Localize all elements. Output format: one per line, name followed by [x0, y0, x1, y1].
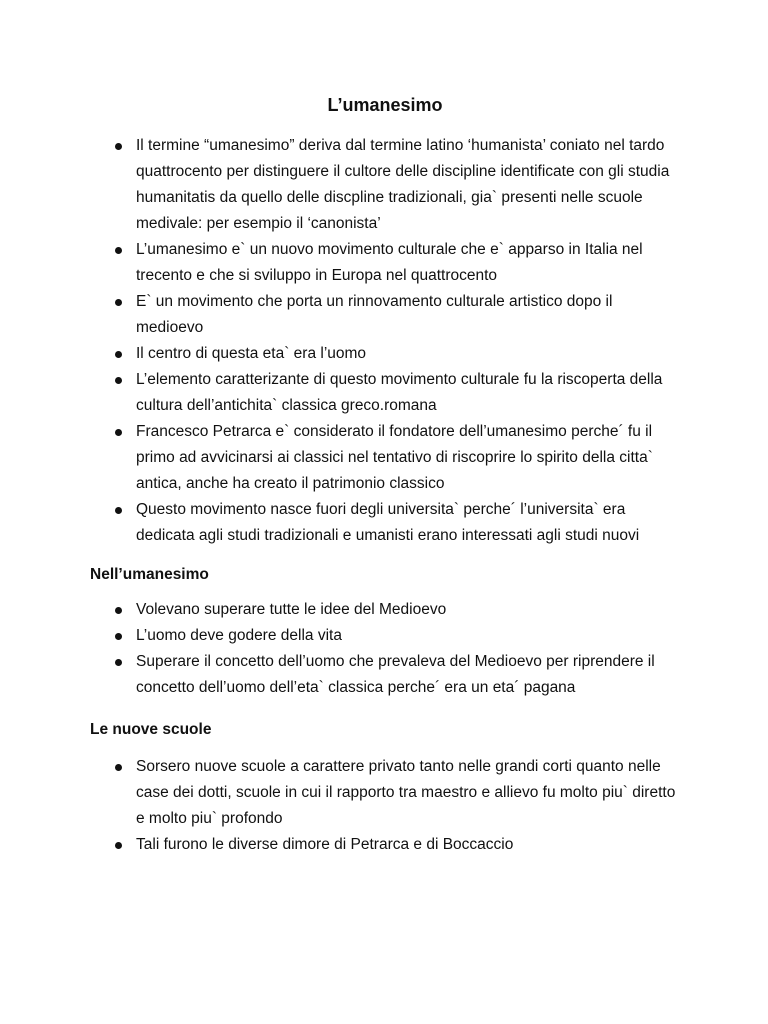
list-item — [0, 754, 680, 832]
bullet-icon — [115, 429, 122, 436]
bullet-text: E` un movimento che porta un rinnovamento culturale artistico dopo il medioevo — [136, 293, 613, 336]
bullet-icon — [115, 507, 122, 514]
bullet-text: L’elemento caratterizante di questo movimento culturale fu la riscoperta della cultura dell’antichita` classica greco.romana — [136, 371, 663, 414]
intro-bullet-list — [0, 133, 680, 549]
bullet-text: L’umanesimo e` un nuovo movimento culturale che e` apparso in Italia nel trecento e che si sviluppo in Europa nel quattrocento — [136, 241, 643, 284]
bullet-text: Sorsero nuove scuole a carattere privato tanto nelle grandi corti quanto nelle case dei dotti, scuole in cui il rapporto tra maestro e allievo fu molto piu` diretto e molto piu` profondo — [136, 758, 676, 827]
bullet-text: Francesco Petrarca e` considerato il fondatore dell’umanesimo perche´ fu il primo ad avvicinarsi ai classici nel tentativo di riscoprire lo spirito della citta` antica, anche ha creato il patrimonio classico — [136, 423, 653, 492]
bullet-icon — [115, 377, 122, 384]
umanesimo-bullet-list — [0, 597, 680, 701]
section-heading-umanesimo: Nell’umanesimo — [90, 566, 209, 583]
list-item — [0, 497, 680, 549]
bullet-icon — [115, 659, 122, 666]
list-item — [0, 341, 680, 367]
bullet-icon — [115, 607, 122, 614]
bullet-text: Superare il concetto dell’uomo che prevaleva del Medioevo per riprendere il concetto dell’uomo dell’eta` classica perche´ era un eta´ pagana — [136, 653, 655, 696]
list-item — [0, 832, 680, 858]
bullet-icon — [115, 247, 122, 254]
list-item — [0, 419, 680, 497]
bullet-text: L’uomo deve godere della vita — [136, 627, 342, 644]
bullet-icon — [115, 143, 122, 150]
bullet-text: Questo movimento nasce fuori degli universita` perche´ l’universita` era dedicata agli studi tradizionali e umanisti erano interessati agli studi nuovi — [136, 501, 640, 544]
bullet-icon — [115, 842, 122, 849]
page-title: L’umanesimo — [327, 95, 443, 115]
bullet-icon — [115, 764, 122, 771]
nuove-scuole-bullet-list — [0, 754, 680, 858]
list-item — [0, 367, 680, 419]
bullet-icon — [115, 633, 122, 640]
bullet-text: Il centro di questa eta` era l’uomo — [136, 345, 367, 362]
list-item — [0, 623, 680, 649]
bullet-icon — [115, 351, 122, 358]
bullet-text: Il termine “umanesimo” deriva dal termine latino ‘humanista’ coniato nel tardo quattrocento per distinguere il cultore delle discipline identificate con gli studia humanitatis da quello delle discpline tradizionali, gia` presenti nelle scuole medivale: per esempio il ‘canonista’ — [136, 137, 670, 232]
list-item — [0, 597, 680, 623]
bullet-text: Tali furono le diverse dimore di Petrarca e di Boccaccio — [136, 836, 514, 853]
list-item — [0, 237, 680, 289]
bullet-icon — [115, 299, 122, 306]
section-heading-nuove-scuole: Le nuove scuole — [90, 721, 212, 738]
list-item — [0, 289, 680, 341]
list-item — [0, 133, 680, 237]
list-item — [0, 649, 680, 701]
bullet-text: Volevano superare tutte le idee del Medioevo — [136, 601, 447, 618]
